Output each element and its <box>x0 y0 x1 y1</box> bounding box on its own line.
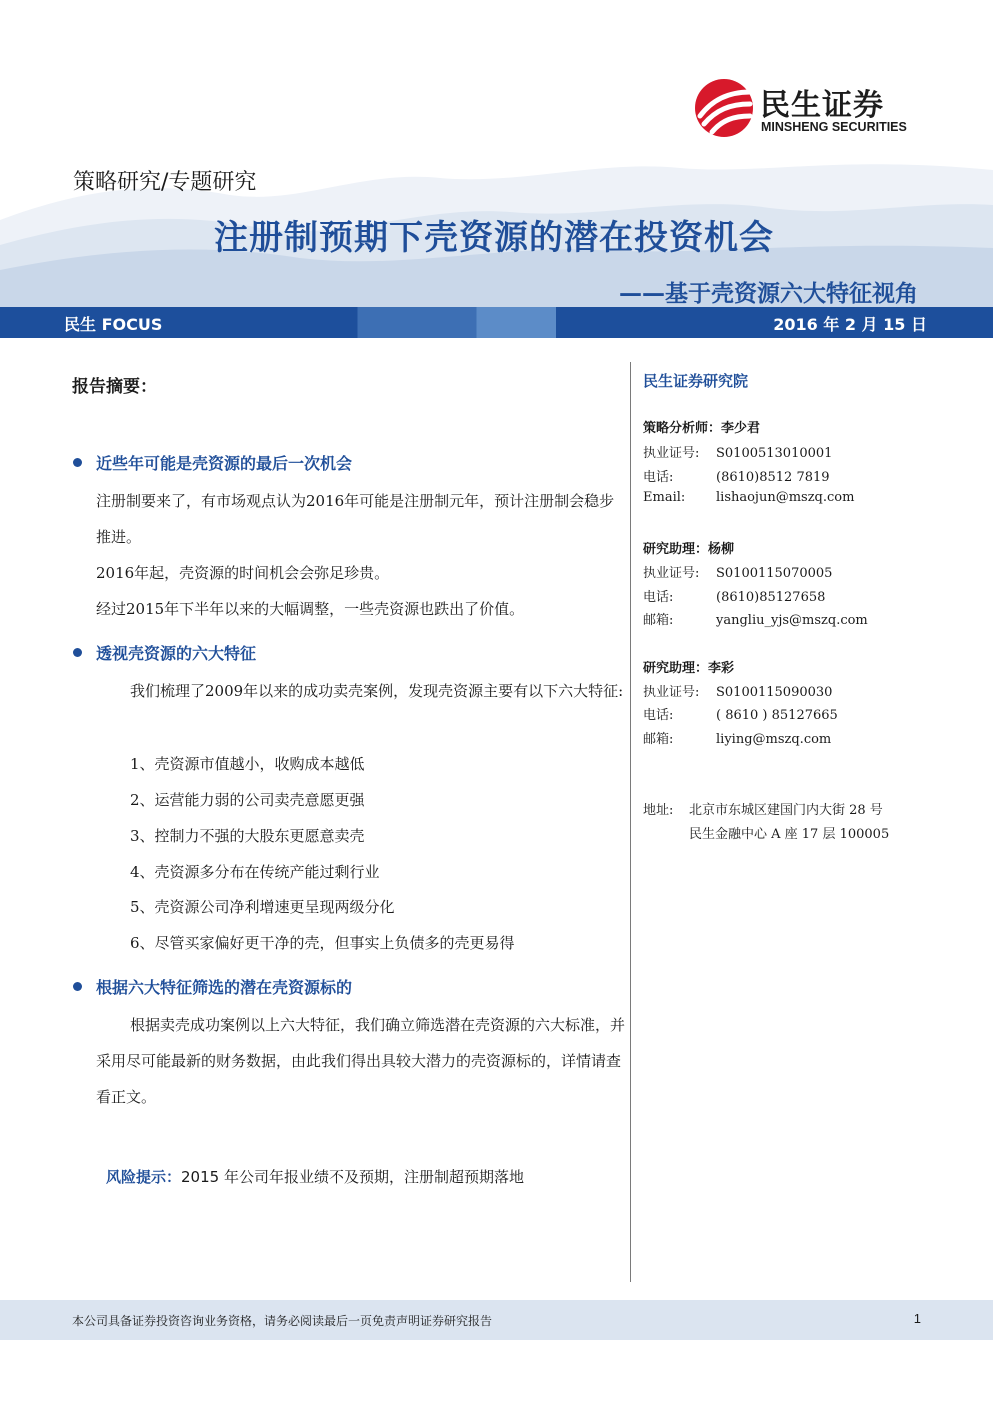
field-value: S0100513010001 <box>716 446 833 461</box>
page-number: 1 <box>913 1311 921 1326</box>
field-key: 执业证号: <box>643 446 700 461</box>
field-key: 邮箱: <box>643 732 674 747</box>
report-subtitle: ——基于壳资源六大特征视角 <box>619 281 918 307</box>
analyst-1-line <box>643 466 830 485</box>
analyst-1-line <box>643 490 854 505</box>
minsheng-logo-mark-icon <box>694 78 754 138</box>
feature-item-1: 1、壳资源市值越小，收购成本越低 <box>130 755 365 773</box>
header-band <box>0 307 993 338</box>
analyst-3-line <box>643 704 838 723</box>
section-1-paragraph-3: 经过2015年下半年以来的大幅调整，一些壳资源也跌出了价值。 <box>96 600 525 618</box>
field-key: 邮箱: <box>643 613 674 628</box>
field-value: (8610)8512 7819 <box>716 470 830 485</box>
analyst-role: 研究助理： <box>643 661 709 676</box>
field-key: 电话: <box>643 590 674 605</box>
research-institute: 民生证券研究院 <box>643 372 749 390</box>
analyst-2-header <box>643 538 734 557</box>
email-link[interactable]: lishaojun@mszq.com <box>716 490 855 505</box>
bullet-icon <box>73 982 82 991</box>
section-heading-text: 根据六大特征筛选的潜在壳资源标的 <box>96 978 353 997</box>
analyst-2-line <box>643 609 868 628</box>
feature-item-5: 5、壳资源公司净利增速更呈现两级分化 <box>130 898 395 916</box>
bullet-icon <box>73 458 82 467</box>
analyst-3-line <box>643 728 831 747</box>
risk-notice <box>106 1166 524 1187</box>
field-key: 执业证号: <box>643 566 700 581</box>
analyst-role: 研究助理： <box>643 542 709 557</box>
logo-english-name: MINSHENG SECURITIES <box>761 120 907 134</box>
section-3-paragraph: 根据卖壳成功案例以上六大特征，我们确立筛选潜在壳资源的六大标准，并采用尽可能最新的财务数据，由此我们得出具较大潜力的壳资源标的，详情请查看正文。 <box>96 1016 626 1106</box>
analyst-1-line <box>643 442 832 461</box>
analyst-2-line <box>643 586 825 605</box>
report-category: 策略研究/专题研究 <box>73 170 257 195</box>
analyst-3-header <box>643 657 734 676</box>
field-value: ( 8610 ) 85127665 <box>716 708 838 723</box>
feature-item-3: 3、控制力不强的大股东更愿意卖壳 <box>130 827 365 845</box>
section-heading-text: 近些年可能是壳资源的最后一次机会 <box>96 454 353 473</box>
feature-item-2: 2、运营能力弱的公司卖壳意愿更强 <box>130 791 365 809</box>
section-1-paragraph-1: 注册制要来了，有市场观点认为2016年可能是注册制元年，预计注册制会稳步推进。 <box>96 492 615 546</box>
section-heading-1 <box>73 451 352 474</box>
field-key: Email: <box>643 490 686 505</box>
band-series-label: 民生 FOCUS <box>64 315 163 334</box>
risk-text: 2015 年公司年报业绩不及预期，注册制超预期落地 <box>181 1168 524 1186</box>
field-key: 电话: <box>643 708 674 723</box>
address-line-2: 民生金融中心 A 座 17 层 100005 <box>689 827 890 842</box>
field-value: S0100115070005 <box>716 566 833 581</box>
feature-item-6: 6、尽管买家偏好更干净的壳，但事实上负债多的壳更易得 <box>130 934 515 952</box>
address-line-1 <box>643 799 883 818</box>
email-link[interactable]: yangliu_yjs@mszq.com <box>716 613 868 628</box>
field-key: 电话: <box>643 470 674 485</box>
footer-disclaimer: 本公司具备证券投资咨询业务资格，请务必阅读最后一页免责声明证券研究报告 <box>72 1314 493 1328</box>
analyst-3-line <box>643 681 832 700</box>
address-label: 地址: <box>643 803 674 818</box>
analyst-name: 杨柳 <box>708 542 735 557</box>
page-footer <box>0 1300 993 1340</box>
section-1-paragraph-2: 2016年起，壳资源的时间机会会弥足珍贵。 <box>96 564 390 582</box>
analyst-role: 策略分析师： <box>643 421 722 436</box>
feature-item-4: 4、壳资源多分布在传统产能过剩行业 <box>130 863 380 881</box>
logo-chinese-name: 民生证券 <box>760 88 884 123</box>
section-heading-2 <box>73 641 256 664</box>
field-value: S0100115090030 <box>716 685 833 700</box>
section-heading-3 <box>73 975 352 998</box>
report-date: 2016 年 2 月 15 日 <box>773 315 927 334</box>
field-value: (8610)85127658 <box>716 590 826 605</box>
email-link[interactable]: liying@mszq.com <box>716 732 832 747</box>
section-heading-text: 透视壳资源的六大特征 <box>96 644 257 663</box>
analyst-name: 李少君 <box>721 421 761 436</box>
section-2-intro: 我们梳理了2009年以来的成功卖壳案例，发现壳资源主要有以下六大特征: <box>130 682 624 700</box>
analyst-2-line <box>643 562 832 581</box>
column-divider <box>630 362 631 1282</box>
report-title: 注册制预期下壳资源的潜在投资机会 <box>214 218 774 258</box>
risk-label: 风险提示： <box>106 1168 182 1186</box>
analyst-1-header <box>643 417 760 436</box>
address-value: 北京市东城区建国门内大街 28 号 <box>689 803 883 818</box>
analyst-name: 李彩 <box>708 661 735 676</box>
field-key: 执业证号: <box>643 685 700 700</box>
bullet-icon <box>73 648 82 657</box>
minsheng-logo <box>694 78 934 138</box>
summary-title: 报告摘要： <box>72 377 157 397</box>
